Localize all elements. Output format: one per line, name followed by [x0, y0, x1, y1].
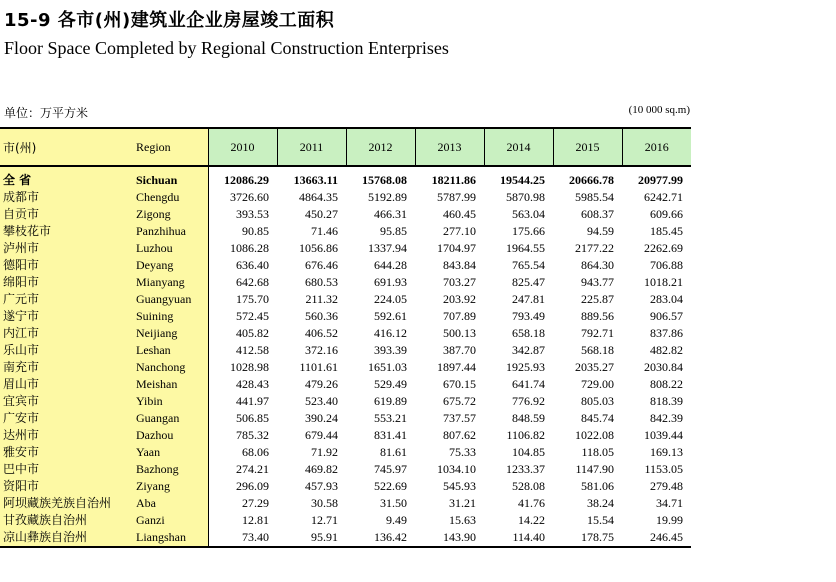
- cell-value: 793.49: [512, 309, 545, 323]
- cell-value: 765.54: [512, 258, 545, 272]
- unit-label-cn: 单位：万平方米: [4, 106, 89, 120]
- header-year: 2010: [208, 128, 277, 166]
- cell-value: 522.69: [374, 479, 407, 493]
- cell-value: 2035.27: [575, 360, 614, 374]
- cell-value: 592.61: [374, 309, 407, 323]
- region-name-cn: 泸州市: [0, 240, 135, 257]
- page-title-en: Floor Space Completed by Regional Construction Enterprises: [4, 38, 449, 58]
- cell-value: 114.40: [484, 529, 553, 547]
- table-row: [0, 325, 691, 342]
- cell-value: 203.92: [443, 292, 476, 306]
- cell-value: 175.66: [512, 224, 545, 238]
- cell-value: 529.49: [374, 377, 407, 391]
- region-name-cn: 乐山市: [0, 342, 135, 359]
- cell-value: 73.40: [208, 529, 277, 547]
- cell-value: 412.58: [236, 343, 269, 357]
- cell-value: 31.50: [380, 496, 407, 510]
- cell-value: 118.05: [581, 445, 614, 459]
- cell-value: 1086.28: [230, 241, 269, 255]
- cell-value: 609.66: [650, 207, 683, 221]
- cell-value: 707.89: [443, 309, 476, 323]
- region-name-cn: 广安市: [0, 410, 135, 427]
- region-name-en: Ganzi: [135, 512, 208, 529]
- cell-value: 1704.97: [437, 241, 476, 255]
- cell-value: 568.18: [581, 343, 614, 357]
- cell-value: 706.88: [650, 258, 683, 272]
- cell-value: 2262.69: [644, 241, 683, 255]
- table-row: [0, 478, 691, 495]
- table-row: [0, 461, 691, 478]
- region-name-cn: 达州市: [0, 427, 135, 444]
- cell-value: 553.21: [374, 411, 407, 425]
- cell-value: 1964.55: [506, 241, 545, 255]
- cell-value: 81.61: [380, 445, 407, 459]
- cell-value: 428.43: [236, 377, 269, 391]
- cell-value: 644.28: [374, 258, 407, 272]
- cell-value: 247.81: [512, 292, 545, 306]
- region-name-cn: 绵阳市: [0, 274, 135, 291]
- table-row: [0, 206, 691, 223]
- region-name-cn: 遂宁市: [0, 308, 135, 325]
- cell-value: 572.45: [236, 309, 269, 323]
- cell-value: 3726.60: [230, 190, 269, 204]
- cell-value: 745.97: [374, 462, 407, 476]
- table-row: [0, 240, 691, 257]
- region-name-en: Meishan: [135, 376, 208, 393]
- cell-value: 30.58: [311, 496, 338, 510]
- cell-value: 94.59: [587, 224, 614, 238]
- cell-value: 19.99: [656, 513, 683, 527]
- region-name-cn: 凉山彝族自治州: [0, 529, 135, 547]
- cell-value: 1147.90: [575, 462, 614, 476]
- cell-value: 848.59: [512, 411, 545, 425]
- cell-value: 225.87: [581, 292, 614, 306]
- cell-value: 277.10: [443, 224, 476, 238]
- cell-value: 95.91: [277, 529, 346, 547]
- cell-value: 178.75: [553, 529, 622, 547]
- cell-value: 545.93: [443, 479, 476, 493]
- cell-value: 676.46: [305, 258, 338, 272]
- header-year: 2011: [277, 128, 346, 166]
- cell-value: 889.56: [581, 309, 614, 323]
- cell-value: 943.77: [581, 275, 614, 289]
- region-name-en: Leshan: [135, 342, 208, 359]
- cell-value: 185.45: [650, 224, 683, 238]
- cell-value: 636.40: [236, 258, 269, 272]
- cell-value: 641.74: [512, 377, 545, 391]
- cell-value: 479.26: [305, 377, 338, 391]
- cell-value: 9.49: [386, 513, 407, 527]
- header-region-cn: 市(州): [0, 128, 135, 166]
- cell-value: 1034.10: [437, 462, 476, 476]
- cell-value: 2030.84: [644, 360, 683, 374]
- table-row: [0, 529, 691, 547]
- cell-value: 169.13: [650, 445, 683, 459]
- region-name-en: Ziyang: [135, 478, 208, 495]
- header-region-en: Region: [135, 128, 208, 166]
- cell-value: 581.06: [581, 479, 614, 493]
- cell-value: 279.48: [650, 479, 683, 493]
- table-row: [0, 257, 691, 274]
- cell-value: 506.85: [236, 411, 269, 425]
- region-name-cn: 攀枝花市: [0, 223, 135, 240]
- header-year: 2012: [346, 128, 415, 166]
- cell-value: 1651.03: [368, 360, 407, 374]
- cell-value: 4864.35: [299, 190, 338, 204]
- cell-value: 1106.82: [506, 428, 545, 442]
- floor-space-table: [0, 127, 691, 548]
- cell-value: 211.32: [305, 292, 338, 306]
- header-year: 2015: [553, 128, 622, 166]
- cell-value: 342.87: [512, 343, 545, 357]
- cell-value: 246.45: [622, 529, 691, 547]
- cell-value: 143.90: [415, 529, 484, 547]
- cell-value: 136.42: [346, 529, 415, 547]
- cell-value: 2177.22: [575, 241, 614, 255]
- cell-value: 6242.71: [644, 190, 683, 204]
- table-row: [0, 512, 691, 529]
- region-name-en: Deyang: [135, 257, 208, 274]
- cell-value: 1233.37: [506, 462, 545, 476]
- cell-value: 5985.54: [575, 190, 614, 204]
- cell-value: 450.27: [305, 207, 338, 221]
- cell-value: 15.54: [587, 513, 614, 527]
- cell-value: 104.85: [512, 445, 545, 459]
- cell-value: 466.31: [374, 207, 407, 221]
- cell-value: 560.36: [305, 309, 338, 323]
- table-row: [0, 359, 691, 376]
- cell-value: 5870.98: [506, 190, 545, 204]
- table-row: [0, 342, 691, 359]
- region-name-en: Liangshan: [135, 529, 208, 547]
- cell-value: 864.30: [581, 258, 614, 272]
- cell-value: 528.08: [512, 479, 545, 493]
- region-name-cn: 自贡市: [0, 206, 135, 223]
- table-row: [0, 291, 691, 308]
- cell-value: 1337.94: [368, 241, 407, 255]
- cell-value: 670.15: [443, 377, 476, 391]
- cell-value: 658.18: [512, 326, 545, 340]
- region-name-cn: 阿坝藏族羌族自治州: [0, 495, 135, 512]
- cell-value: 792.71: [581, 326, 614, 340]
- cell-value: 15.63: [449, 513, 476, 527]
- region-name-cn: 全 省: [0, 166, 135, 189]
- region-name-en: Neijiang: [135, 325, 208, 342]
- cell-value: 71.46: [311, 224, 338, 238]
- cell-value: 1039.44: [644, 428, 683, 442]
- cell-value: 843.84: [443, 258, 476, 272]
- cell-value: 175.70: [236, 292, 269, 306]
- cell-value: 679.44: [305, 428, 338, 442]
- table-row: [0, 444, 691, 461]
- cell-value: 75.33: [449, 445, 476, 459]
- cell-value: 68.06: [242, 445, 269, 459]
- header-year: 2013: [415, 128, 484, 166]
- cell-value: 608.37: [581, 207, 614, 221]
- region-name-cn: 甘孜藏族自治州: [0, 512, 135, 529]
- cell-value: 19544.25: [500, 173, 545, 187]
- cell-value: 457.93: [305, 479, 338, 493]
- unit-label-en: (10 000 sq.m): [628, 104, 690, 116]
- cell-value: 691.93: [374, 275, 407, 289]
- cell-value: 5192.89: [368, 190, 407, 204]
- region-name-en: Nanchong: [135, 359, 208, 376]
- cell-value: 906.57: [650, 309, 683, 323]
- cell-value: 18211.86: [431, 173, 476, 187]
- cell-value: 296.09: [236, 479, 269, 493]
- table-row: [0, 410, 691, 427]
- cell-value: 1022.08: [575, 428, 614, 442]
- cell-value: 785.32: [236, 428, 269, 442]
- cell-value: 1897.44: [437, 360, 476, 374]
- region-name-en: Dazhou: [135, 427, 208, 444]
- region-name-cn: 雅安市: [0, 444, 135, 461]
- cell-value: 776.92: [512, 394, 545, 408]
- table-row: [0, 274, 691, 291]
- region-name-en: Panzhihua: [135, 223, 208, 240]
- cell-value: 13663.11: [293, 173, 338, 187]
- region-name-cn: 宜宾市: [0, 393, 135, 410]
- cell-value: 1101.61: [299, 360, 338, 374]
- cell-value: 563.04: [512, 207, 545, 221]
- cell-value: 20977.99: [638, 173, 683, 187]
- cell-value: 1056.86: [299, 241, 338, 255]
- region-name-cn: 成都市: [0, 189, 135, 206]
- cell-value: 14.22: [518, 513, 545, 527]
- cell-value: 387.70: [443, 343, 476, 357]
- region-name-en: Guangyuan: [135, 291, 208, 308]
- cell-value: 38.24: [587, 496, 614, 510]
- region-name-en: Aba: [135, 495, 208, 512]
- cell-value: 224.05: [374, 292, 407, 306]
- table-row: [0, 308, 691, 325]
- region-name-cn: 眉山市: [0, 376, 135, 393]
- page-title-cn: 15-9 各市(州)建筑业企业房屋竣工面积: [4, 10, 335, 31]
- cell-value: 41.76: [518, 496, 545, 510]
- cell-value: 283.04: [650, 292, 683, 306]
- cell-value: 807.62: [443, 428, 476, 442]
- region-name-cn: 广元市: [0, 291, 135, 308]
- table-row: [0, 427, 691, 444]
- region-name-cn: 德阳市: [0, 257, 135, 274]
- cell-value: 619.89: [374, 394, 407, 408]
- table-row: [0, 189, 691, 206]
- cell-value: 27.29: [242, 496, 269, 510]
- cell-value: 805.03: [581, 394, 614, 408]
- table-row: [0, 495, 691, 512]
- table-row: [0, 376, 691, 393]
- region-name-cn: 内江市: [0, 325, 135, 342]
- region-name-en: Sichuan: [135, 166, 208, 189]
- cell-value: 825.47: [512, 275, 545, 289]
- cell-value: 405.82: [236, 326, 269, 340]
- header-year: 2014: [484, 128, 553, 166]
- cell-value: 372.16: [305, 343, 338, 357]
- cell-value: 34.71: [656, 496, 683, 510]
- region-name-en: Bazhong: [135, 461, 208, 478]
- table-body: [0, 166, 691, 547]
- region-name-en: Luzhou: [135, 240, 208, 257]
- cell-value: 5787.99: [437, 190, 476, 204]
- cell-value: 1925.93: [506, 360, 545, 374]
- cell-value: 831.41: [374, 428, 407, 442]
- region-name-cn: 南充市: [0, 359, 135, 376]
- cell-value: 406.52: [305, 326, 338, 340]
- cell-value: 808.22: [650, 377, 683, 391]
- cell-value: 274.21: [236, 462, 269, 476]
- cell-value: 1028.98: [230, 360, 269, 374]
- cell-value: 12.81: [242, 513, 269, 527]
- cell-value: 12.71: [311, 513, 338, 527]
- region-name-en: Yaan: [135, 444, 208, 461]
- cell-value: 31.21: [449, 496, 476, 510]
- region-name-en: Suining: [135, 308, 208, 325]
- cell-value: 842.39: [650, 411, 683, 425]
- cell-value: 642.68: [236, 275, 269, 289]
- cell-value: 469.82: [305, 462, 338, 476]
- cell-value: 90.85: [242, 224, 269, 238]
- table-row: [0, 393, 691, 410]
- cell-value: 729.00: [581, 377, 614, 391]
- cell-value: 1018.21: [644, 275, 683, 289]
- cell-value: 416.12: [374, 326, 407, 340]
- cell-value: 441.97: [236, 394, 269, 408]
- cell-value: 675.72: [443, 394, 476, 408]
- cell-value: 523.40: [305, 394, 338, 408]
- table-row: [0, 223, 691, 240]
- cell-value: 71.92: [311, 445, 338, 459]
- cell-value: 500.13: [443, 326, 476, 340]
- region-name-cn: 巴中市: [0, 461, 135, 478]
- cell-value: 15768.08: [362, 173, 407, 187]
- table-header-row: [0, 128, 691, 166]
- region-name-en: Mianyang: [135, 274, 208, 291]
- cell-value: 393.39: [374, 343, 407, 357]
- region-name-cn: 资阳市: [0, 478, 135, 495]
- cell-value: 703.27: [443, 275, 476, 289]
- cell-value: 680.53: [305, 275, 338, 289]
- region-name-en: Zigong: [135, 206, 208, 223]
- cell-value: 460.45: [443, 207, 476, 221]
- cell-value: 482.82: [650, 343, 683, 357]
- cell-value: 95.85: [380, 224, 407, 238]
- cell-value: 20666.78: [569, 173, 614, 187]
- region-name-en: Yibin: [135, 393, 208, 410]
- region-name-en: Guangan: [135, 410, 208, 427]
- cell-value: 845.74: [581, 411, 614, 425]
- cell-value: 390.24: [305, 411, 338, 425]
- cell-value: 12086.29: [224, 173, 269, 187]
- table-row-total: [0, 166, 691, 189]
- cell-value: 837.86: [650, 326, 683, 340]
- header-year: 2016: [622, 128, 691, 166]
- cell-value: 393.53: [236, 207, 269, 221]
- region-name-en: Chengdu: [135, 189, 208, 206]
- cell-value: 818.39: [650, 394, 683, 408]
- cell-value: 1153.05: [644, 462, 683, 476]
- cell-value: 737.57: [443, 411, 476, 425]
